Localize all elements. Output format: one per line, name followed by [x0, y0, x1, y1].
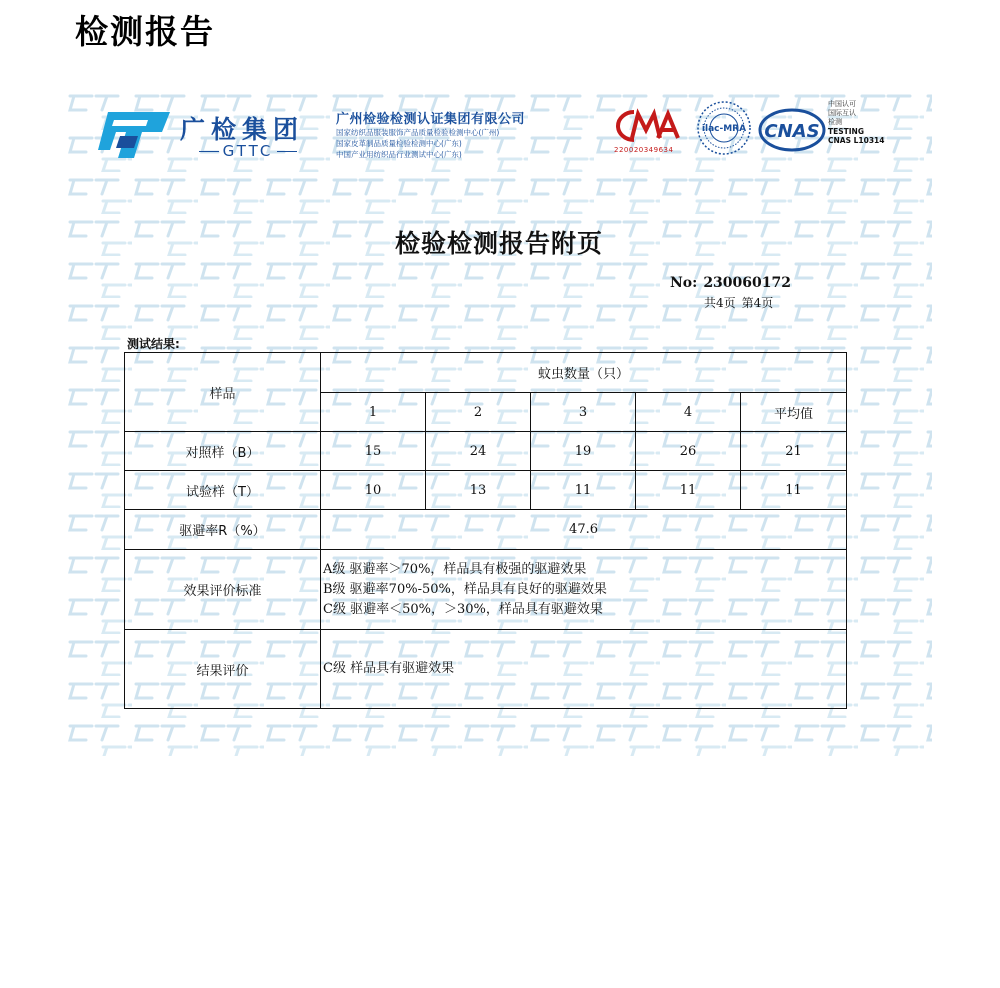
report-number-label: No:	[670, 275, 698, 291]
table-header-row	[125, 353, 847, 393]
table-row	[125, 432, 847, 471]
svg-text:CNAS: CNAS	[764, 121, 820, 142]
conclusion-value: C级 样品具有驱避效果	[321, 630, 847, 709]
criteria-line-c: C级 驱避率＜50%，＞30%，样品具有驱避效果	[323, 601, 603, 617]
cnas-logo-icon	[758, 108, 826, 152]
cnas-line-1: 中国认可	[828, 100, 856, 108]
repellency-value: 47.6	[321, 510, 847, 550]
table-cell: 11	[636, 471, 741, 510]
organization-block	[336, 108, 525, 160]
repellency-label: 驱避率R（%）	[125, 510, 321, 550]
cma-number: 220020349634	[614, 146, 674, 154]
sample-header: 样品	[125, 353, 321, 432]
table-cell: 24	[426, 432, 531, 471]
organization-line-3: 中国产业用纺织品行业测试中心(广东)	[336, 150, 462, 159]
results-table	[124, 352, 847, 709]
column-header-average: 平均值	[741, 393, 847, 432]
section-label: 测试结果:	[127, 337, 180, 351]
report-number	[670, 275, 791, 291]
page-count	[704, 294, 773, 311]
cma-mark-icon	[614, 108, 684, 144]
table-cell: 21	[741, 432, 847, 471]
gttc-logo	[96, 108, 556, 168]
table-row	[125, 471, 847, 510]
total-pages: 共4页	[704, 296, 736, 310]
column-header: 2	[426, 393, 531, 432]
conclusion-label: 结果评价	[125, 630, 321, 709]
cnas-line-2: 国际互认	[828, 109, 856, 117]
table-cell: 19	[531, 432, 636, 471]
criteria-line-a: A级 驱避率＞70%，样品具有极强的驱避效果	[323, 561, 587, 577]
page-heading: 检测报告	[75, 12, 215, 51]
cnas-accreditation-text	[828, 100, 884, 145]
criteria-label: 效果评价标准	[125, 550, 321, 630]
criteria-line-b: B级 驱避率70%-50%，样品具有良好的驱避效果	[323, 581, 607, 597]
row-label-test: 试验样（T）	[125, 471, 321, 510]
certification-marks	[614, 100, 914, 164]
report-title: 检验检测报告附页	[394, 229, 603, 258]
column-header: 4	[636, 393, 741, 432]
row-label-control: 对照样（B）	[125, 432, 321, 471]
table-row	[125, 630, 847, 709]
table-cell: 10	[321, 471, 426, 510]
table-row	[125, 550, 847, 630]
mosquito-count-header: 蚊虫数量（只）	[321, 353, 847, 393]
organization-name: 广州检验检测认证集团有限公司	[336, 112, 526, 127]
table-cell: 26	[636, 432, 741, 471]
criteria-cell	[321, 550, 847, 630]
logo-chinese-name: 广检集团	[180, 115, 305, 144]
cnas-line-4: TESTING	[828, 127, 864, 136]
column-header: 3	[531, 393, 636, 432]
report-number-value: 230060172	[703, 275, 791, 291]
svg-text:ilac-MRA: ilac-MRA	[701, 124, 747, 134]
gttc-logo-icon	[96, 110, 172, 160]
cnas-line-5: CNAS L10314	[828, 136, 885, 145]
column-header: 1	[321, 393, 426, 432]
organization-line-2: 国家皮革制品质量检验检测中心(广东)	[336, 139, 462, 148]
report-sheet	[66, 88, 932, 756]
organization-line-1: 国家纺织品服装服饰产品质量检验检测中心(广州)	[336, 128, 500, 137]
table-cell: 13	[426, 471, 531, 510]
current-page: 第4页	[741, 296, 774, 310]
table-cell: 11	[531, 471, 636, 510]
ilac-mra-icon	[696, 100, 752, 156]
table-cell: 15	[321, 432, 426, 471]
cnas-line-3: 检测	[828, 118, 842, 126]
logo-english-name: GTTC	[178, 142, 318, 160]
table-row	[125, 510, 847, 550]
table-cell: 11	[741, 471, 847, 510]
